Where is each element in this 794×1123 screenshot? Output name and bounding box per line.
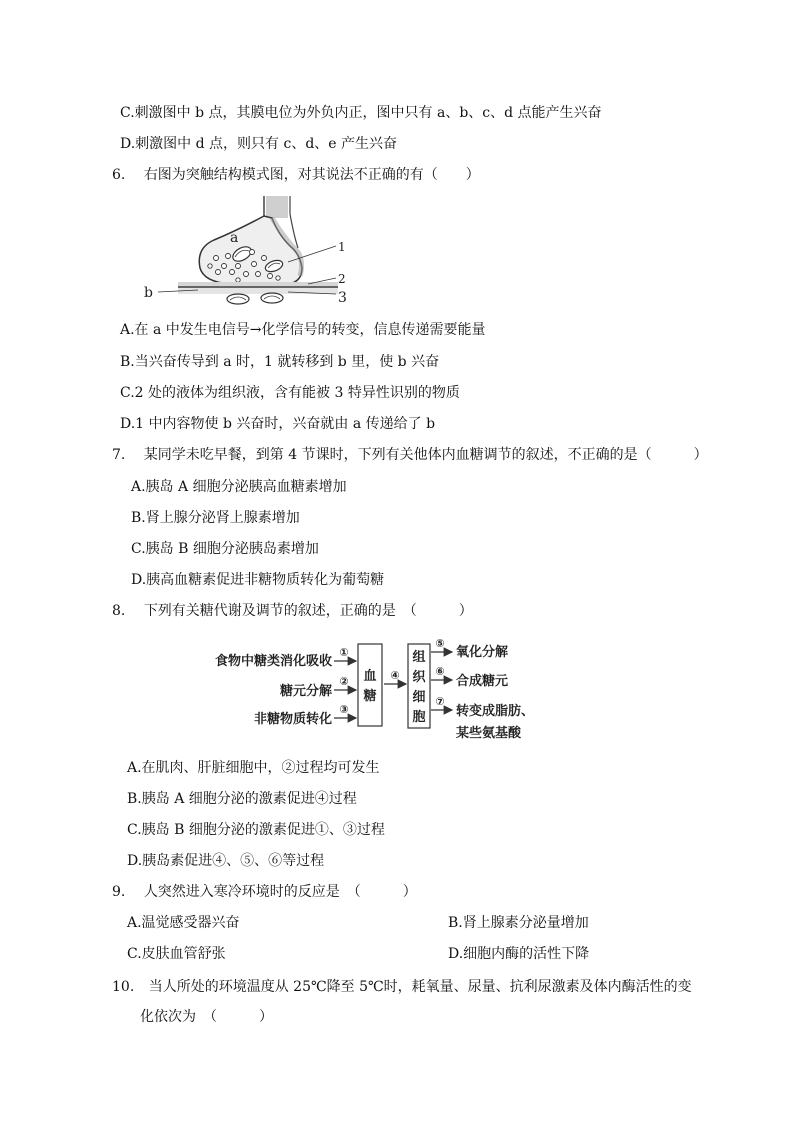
synapse-diagram [138,196,348,310]
q7-stem-line [112,446,708,464]
source-3-label: 非糖物质转化 [253,712,332,727]
step-1-marker: ① [339,646,349,659]
source-2-label: 糖元分解 [279,684,332,699]
step-3-marker: ③ [339,703,349,716]
output-1-label: 氧化分解 [456,645,509,660]
tissue-cell-char-2: 织 [412,670,426,685]
q8-option-b: B.胰岛 A 细胞分泌的激素促进④过程 [127,791,357,807]
question-stem: 右图为突触结构模式图，对其说法不正确的有（ ） [143,167,480,183]
step-7-marker: ⑦ [435,695,445,708]
question-number: 9. [112,884,126,900]
label-2: 2 [338,272,346,286]
q9-option-c: C.皮肤血管舒张 [127,946,226,962]
question-number: 10. [112,979,135,995]
q9-option-a: A.温觉感受器兴奋 [127,915,240,931]
question-stem: 当人所处的环境温度从 25℃降至 5℃时，耗氧量、尿量、抗利尿激素及体内酶活性的变 [148,979,692,995]
q6-option-c: C.2 处的液体为组织液，含有能被 3 特异性识别的物质 [120,385,460,401]
label-1: 1 [338,240,346,254]
output-3b-label: 某些氨基酸 [456,726,522,741]
q10-stem-line-2: 化依次为 （ ） [140,1009,273,1025]
label-3: 3 [338,290,347,306]
label-a: a [230,230,239,246]
step-6-marker: ⑥ [435,665,445,678]
q5-option-d: D.刺激图中 d 点，则只有 c、d、e 产生兴奋 [120,136,398,152]
q6-option-d: D.1 中内容物使 b 兴奋时，兴奋就由 a 传递给了 b [120,416,436,432]
blood-sugar-char-2: 糖 [363,689,377,704]
question-stem: 人突然进入寒冷环境时的反应是 （ ） [143,884,417,900]
step-5-marker: ⑤ [435,637,445,650]
question-number: 6. [112,167,126,183]
step-2-marker: ② [339,675,349,688]
q6-stem-line [112,166,480,184]
output-2-label: 合成糖元 [456,674,509,689]
q7-option-d: D.胰高血糖素促进非糖物质转化为葡萄糖 [131,572,385,588]
q7-option-c: C.胰岛 B 细胞分泌胰岛素增加 [131,541,319,557]
question-number: 7. [112,447,126,463]
q8-option-a: A.在肌肉、肝脏细胞中，②过程均可发生 [127,760,380,776]
tissue-cell-char-4: 胞 [412,710,426,725]
sugar-metabolism-diagram [200,634,580,744]
q6-option-b: B.当兴奋传导到 a 时，1 就转移到 b 里，使 b 兴奋 [120,354,440,370]
question-stem: 下列有关糖代谢及调节的叙述，正确的是 （ ） [143,603,473,619]
q9-option-b: B.肾上腺素分泌量增加 [448,915,589,931]
q7-option-b: B.肾上腺分泌肾上腺素增加 [131,510,300,526]
q5-option-c: C.刺激图中 b 点，其膜电位为外负内正，图中只有 a、b、c、d 点能产生兴奋 [120,105,602,121]
q9-stem-line [112,883,417,901]
q10-stem-line [112,978,692,996]
blood-sugar-char-1: 血 [363,669,377,684]
step-4-marker: ④ [390,669,400,682]
q8-option-d: D.胰岛素促进④、⑤、⑥等过程 [127,853,325,869]
q8-stem-line [112,602,473,620]
tissue-cell-char-1: 组 [412,650,426,665]
question-stem: 某同学未吃早餐，到第 4 节课时，下列有关他体内血糖调节的叙述，不正确的是（ ） [143,447,708,463]
tissue-cell-char-3: 细 [412,690,426,705]
q7-option-a: A.胰岛 A 细胞分泌胰高血糖素增加 [131,479,347,495]
label-b: b [144,285,153,301]
source-1-label: 食物中糖类消化吸收 [214,654,332,669]
blood-sugar-box [358,644,382,726]
question-number: 8. [112,603,126,619]
q9-option-d: D.细胞内酶的活性下降 [448,946,590,962]
q8-option-c: C.胰岛 B 细胞分泌的激素促进①、③过程 [127,822,385,838]
output-3a-label: 转变成脂肪、 [456,704,535,719]
q6-option-a: A.在 a 中发生电信号→化学信号的转变，信息传递需要能量 [120,322,486,338]
